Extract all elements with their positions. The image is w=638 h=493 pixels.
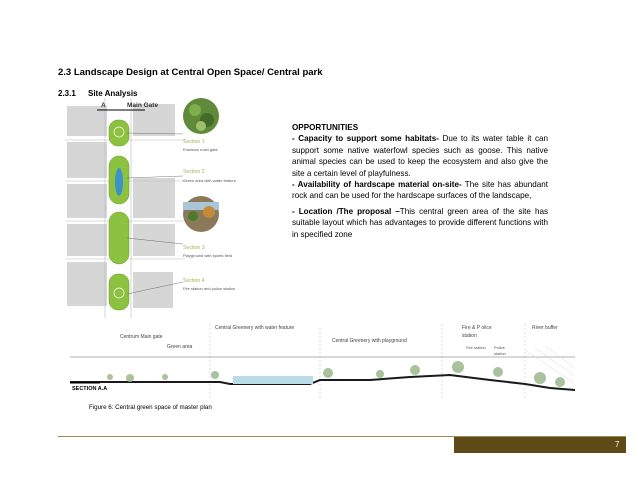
opportunity-hardscape-text: The site has abundant rock and can be used for the hardscape surfaces of the landscape, <box>292 180 549 201</box>
photo-entrance <box>183 98 219 134</box>
section-2-desc: Green area with water feature <box>183 178 236 183</box>
zone-police: Police <box>494 345 505 350</box>
zone-river-buffer: River buffer <box>532 325 558 331</box>
zone-fire-police: Fire & P olice <box>462 325 492 331</box>
zone-green-area: Green area <box>167 344 193 350</box>
section-3-title: Section 3 <box>183 245 205 251</box>
subsection-title: Site Analysis <box>88 89 138 98</box>
figure-caption: Figure 6: Central green space of master plan <box>89 404 212 411</box>
terrain-profile <box>70 375 575 390</box>
water-feature <box>115 168 123 196</box>
opportunity-location-lead: - Location /The proposal – <box>292 206 400 216</box>
water-pool <box>233 376 313 384</box>
opportunities-block <box>292 122 548 240</box>
green-strip <box>109 120 129 310</box>
opportunity-location <box>292 206 548 240</box>
opportunity-hardscape <box>292 179 548 202</box>
section-heading: 2.3 Landscape Design at Central Open Space/ Central park <box>58 67 323 78</box>
zone-centrum-gate: Centrum Main gate <box>120 334 163 340</box>
footer-bar <box>454 437 626 453</box>
section-4-title: Section 4 <box>183 278 205 284</box>
section-4-desc: Fire station and police station <box>183 286 236 291</box>
zone-station: station <box>462 333 477 339</box>
photo-playground <box>183 196 219 232</box>
subsection-number: 2.3.1 <box>58 89 76 98</box>
opportunity-habitats-text: Due to its water table it can support some native waterfowl species such as goose. This native animal species can be used to keep the ecosystem and also give the site a certain level of playfulness. <box>292 134 549 178</box>
main-gate-label: Main Gate <box>127 102 159 109</box>
zone-greenery-water: Central Greenery with water feature <box>215 325 295 331</box>
page-number: 7 <box>615 440 620 449</box>
section-2-title: Section 2 <box>183 169 205 175</box>
section-3-desc: Playground with sports field <box>183 253 232 258</box>
opportunities-title: OPPORTUNITIES <box>292 123 359 132</box>
opportunity-habitats <box>292 133 548 179</box>
zone-police-station: station <box>494 351 506 356</box>
zone-fire-station: Fire station <box>466 345 486 350</box>
section-1-title: Section 1 <box>183 139 205 145</box>
opportunity-hardscape-lead: - Availability of hardscape material on-site- <box>292 180 462 190</box>
section-label: SECTION A.A <box>72 386 108 392</box>
zone-greenery-playground: Central Greenery with playground <box>332 338 407 344</box>
section-mark-a: A <box>101 102 106 109</box>
section-drawing <box>70 320 575 400</box>
opportunity-location-text: This central green area of the site has suitable layout which has advantages to provide different functions with in specified zone <box>292 206 548 239</box>
opportunity-habitats-lead: - Capacity to support some habitats- <box>292 134 439 144</box>
site-map <box>65 98 255 318</box>
section-1-desc: Entrance main gate <box>183 147 218 152</box>
